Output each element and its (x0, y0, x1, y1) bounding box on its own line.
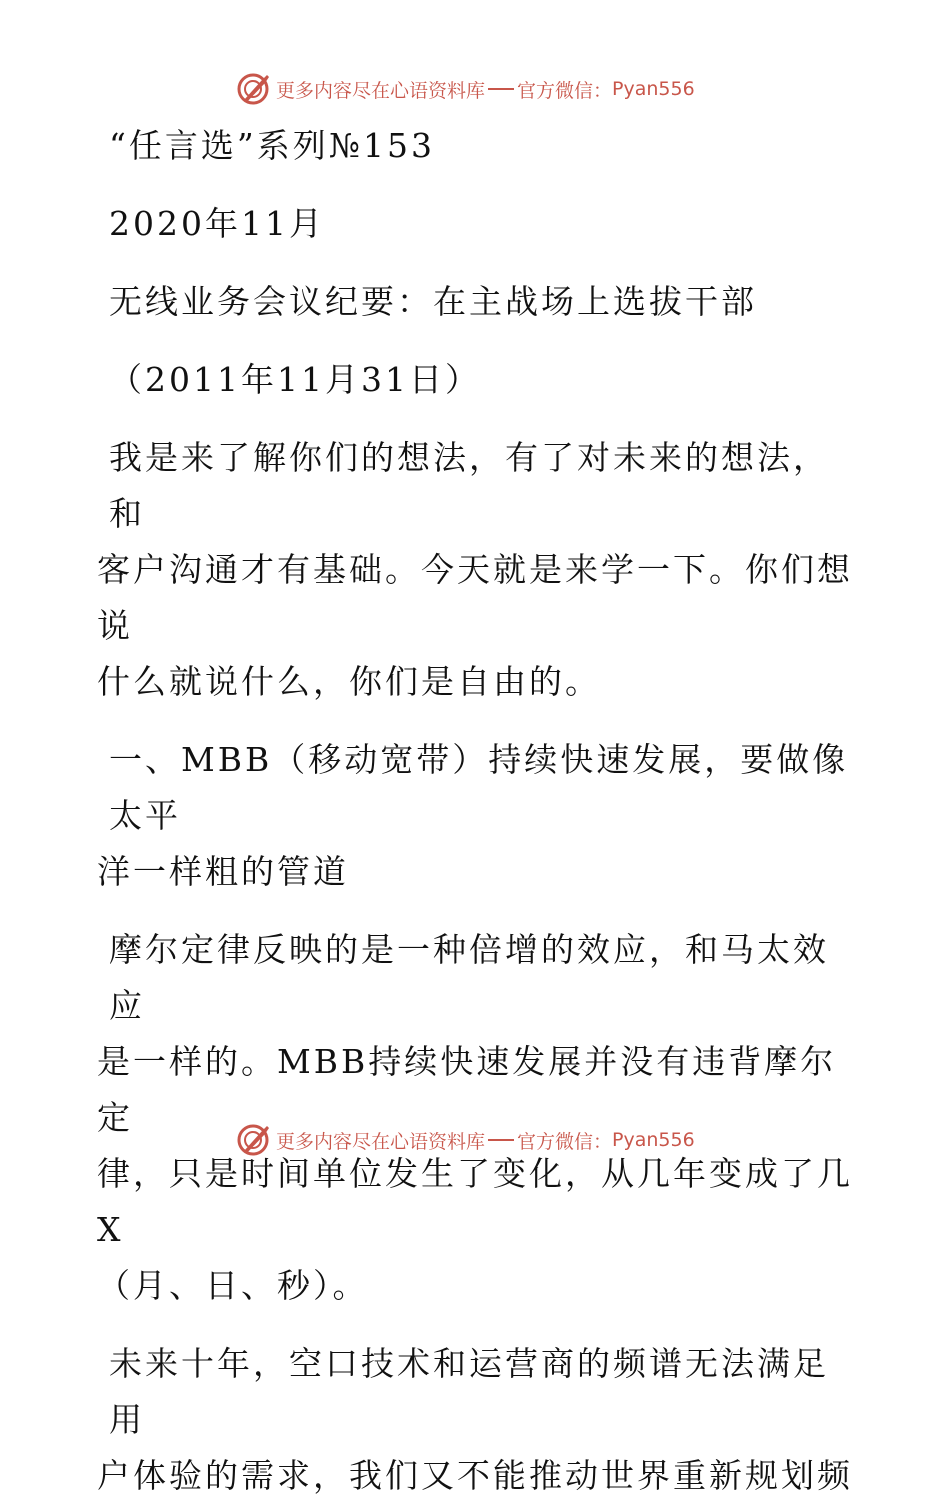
heading-line: 一、MBB（移动宽带）持续快速发展，要做像太平 (109, 740, 849, 835)
pen-logo-icon (236, 72, 270, 106)
paragraph-line: 是一样的。MBB持续快速发展并没有违背摩尔定 (97, 1042, 837, 1137)
meeting-date: （2011年11月31日） (109, 360, 481, 399)
paragraph-line: 律，只是时间单位发生了变化，从几年变成了几X (97, 1154, 853, 1249)
paragraph-1 (97, 430, 857, 710)
paragraph-line: 客户沟通才有基础。今天就是来学一下。你们想说 (97, 550, 853, 645)
watermark-label: 官方微信： (517, 1130, 613, 1153)
paragraph-2 (97, 922, 857, 1314)
watermark-separator (488, 1139, 514, 1141)
watermark-brand: 更多内容尽在心语资料库 (276, 1130, 486, 1153)
watermark-account: Pyan556 (612, 1129, 695, 1151)
pen-logo-icon (236, 1123, 270, 1157)
paragraph-line: 什么就说什么，你们是自由的。 (97, 662, 601, 701)
date-line: 2020年11月 (109, 204, 325, 243)
watermark-label: 官方微信： (517, 79, 613, 102)
paragraph-line: 未来十年，空口技术和运营商的频谱无法满足用 (109, 1344, 829, 1439)
section-heading-1 (97, 732, 857, 900)
paragraph-line: （月、日、秒）。 (97, 1266, 369, 1305)
document-body (97, 118, 857, 1504)
watermark-account: Pyan556 (612, 78, 695, 100)
heading-line: 洋一样粗的管道 (97, 852, 349, 891)
paragraph-3 (97, 1336, 857, 1504)
paragraph-line: 我是来了解你们的想法，有了对未来的想法，和 (109, 438, 829, 533)
watermark-separator (488, 88, 514, 90)
watermark-header (236, 72, 695, 106)
document-title: 无线业务会议纪要：在主战场上选拔干部 (109, 282, 757, 321)
paragraph-line: 摩尔定律反映的是一种倍增的效应，和马太效应 (109, 930, 829, 1025)
watermark-footer (236, 1123, 695, 1157)
series-line: “任言选”系列№153 (109, 126, 435, 165)
watermark-brand: 更多内容尽在心语资料库 (276, 79, 486, 102)
paragraph-line: 户体验的需求，我们又不能推动世界重新规划频 (97, 1456, 853, 1495)
